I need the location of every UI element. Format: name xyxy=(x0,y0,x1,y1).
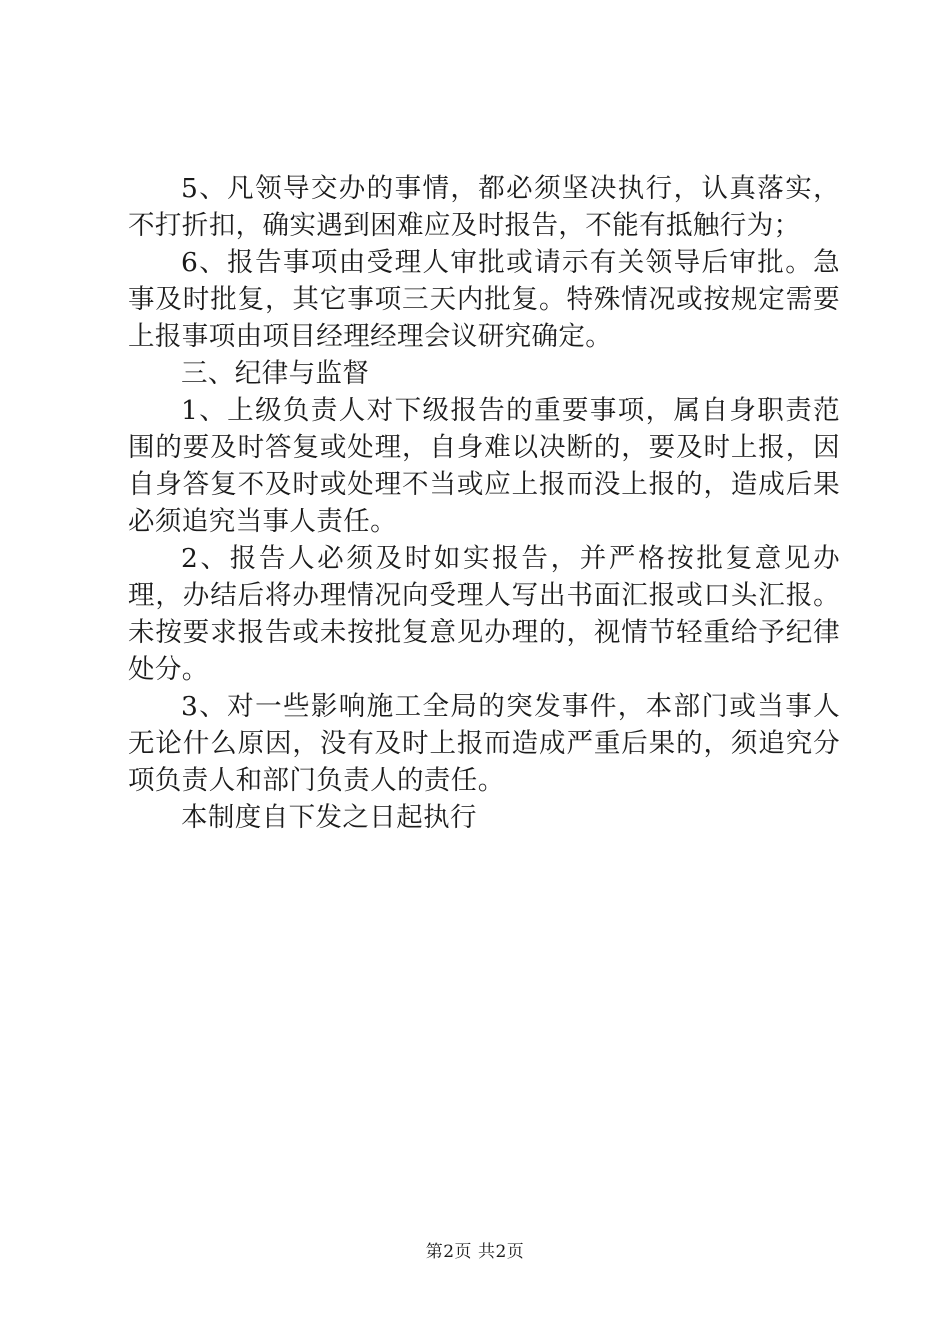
paragraph-discipline-1: 1、上级负责人对下级报告的重要事项，属自身职责范围的要及时答复或处理，自身难以决断的，要及时上报，因自身答复不及时或处理不当或应上报而没上报的，造成后果必须追究当事人责任。 xyxy=(128,395,840,537)
page-number-label: 第2页 共2页 xyxy=(425,1242,525,1262)
closing-statement: 本制度自下发之日起执行 xyxy=(181,802,477,833)
paragraph-discipline-2: 2、报告人必须及时如实报告，并严格按批复意见办理，办结后将办理情况向受理人写出书面汇报或口头汇报。未按要求报告或未按批复意见办理的，视情节轻重给予纪律处分。 xyxy=(128,543,840,685)
section-heading-discipline: 三、纪律与监督 xyxy=(181,358,370,389)
paragraph-item-6: 6、报告事项由受理人审批或请示有关领导后审批。急事及时批复，其它事项三天内批复。特殊情况或按规定需要上报事项由项目经理经理会议研究确定。 xyxy=(128,247,840,352)
paragraph-discipline-3: 3、对一些影响施工全局的突发事件，本部门或当事人无论什么原因，没有及时上报而造成严重后果的，须追究分项负责人和部门负责人的责任。 xyxy=(128,691,840,796)
document-body xyxy=(128,170,840,836)
page-footer xyxy=(0,1240,950,1264)
paragraph-item-5: 5、凡领导交办的事情，都必须坚决执行，认真落实，不打折扣，确实遇到困难应及时报告，不能有抵触行为； xyxy=(128,173,840,241)
